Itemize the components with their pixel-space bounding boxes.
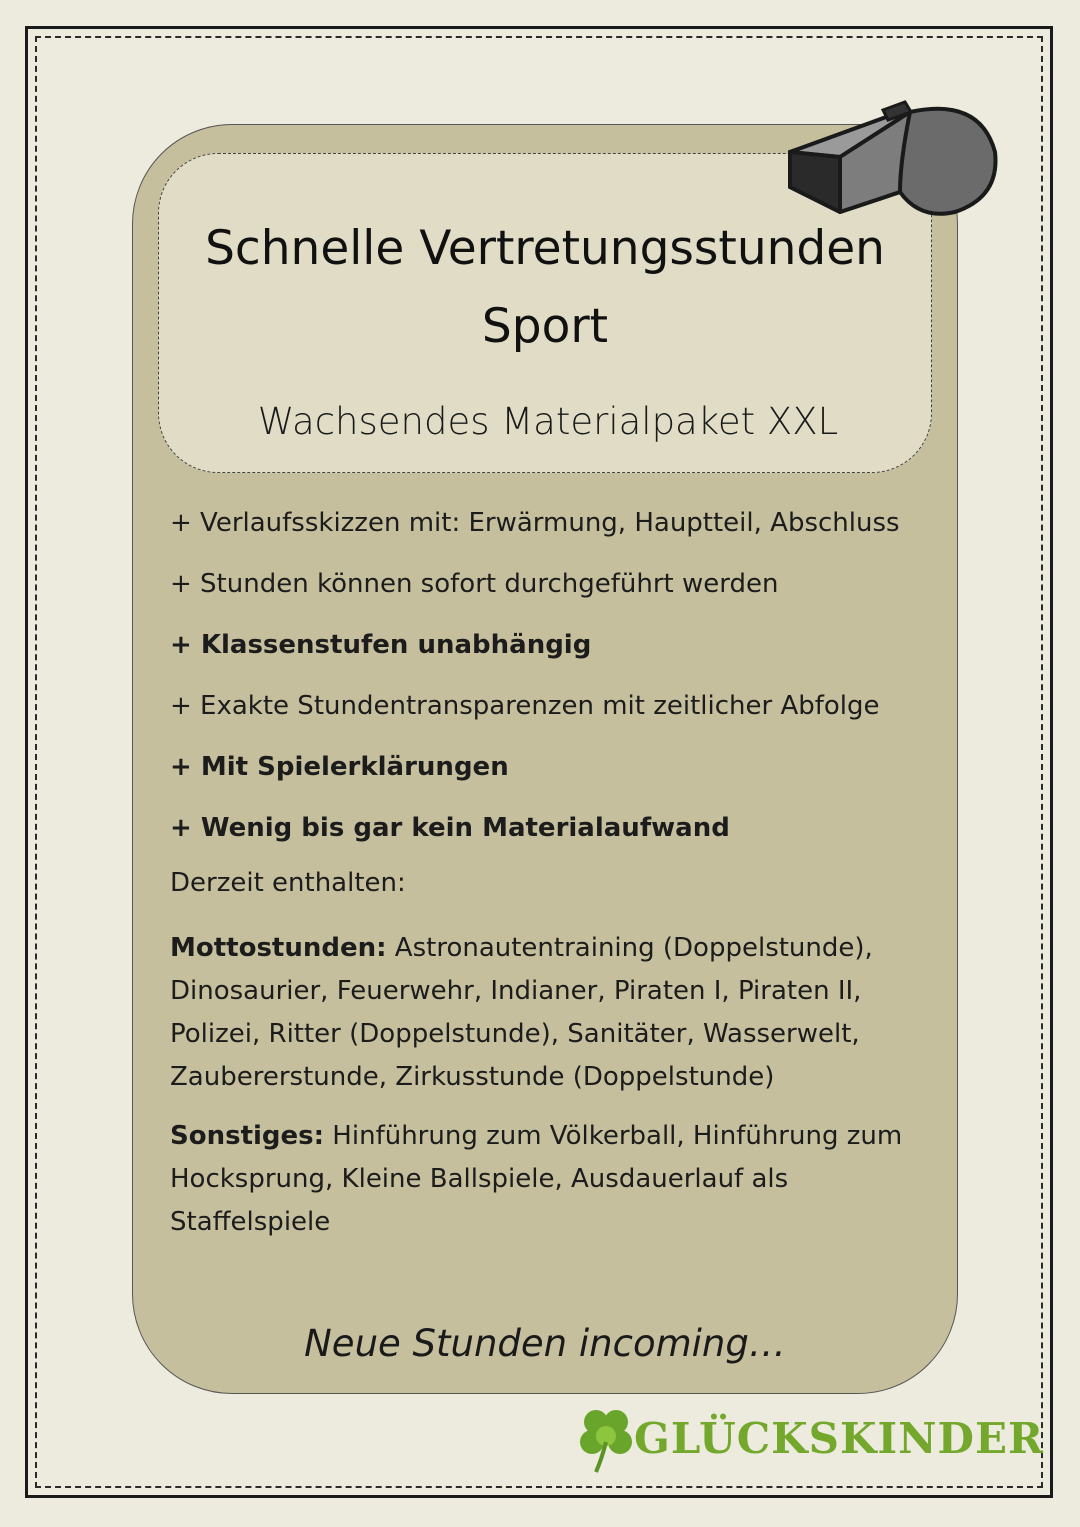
sonstiges-label: Sonstiges: [170,1121,325,1151]
subtitle: Wachsendes Materialpaket XXL [257,400,839,443]
page-title [158,210,932,366]
feature-item: + Wenig bis gar kein Materialaufwand [170,813,730,843]
motto-paragraph [170,927,940,1099]
logo-text: GLÜCKSKINDER [634,1414,1044,1463]
sonstiges-text: Hinführung zum Völkerball, Hinführung zum Hocksprung, Kleine Ballspiele, Ausdauerlauf als Staffelspiele [170,1121,903,1237]
contents-heading: Derzeit enthalten: [170,868,406,898]
footer-text: Neue Stunden incoming… [304,1322,786,1365]
feature-item: + Exakte Stundentransparenzen mit zeitlicher Abfolge [170,691,880,721]
title-line-2: Sport [481,299,609,354]
feature-list [170,503,940,869]
clover-icon [578,1406,634,1476]
feature-item: + Verlaufsskizzen mit: Erwärmung, Hauptteil, Abschluss [170,508,900,538]
feature-item: + Mit Spielerklärungen [170,752,509,782]
motto-text: Astronautentraining (Doppelstunde), Dinosaurier, Feuerwehr, Indianer, Piraten I, Piraten II, Polizei, Ritter (Doppelstunde), Sanitäter, Wasserwelt, Zaubererstunde, Zirkusstunde (Doppelstunde) [170,933,873,1092]
title-line-1: Schnelle Vertretungsstunden [205,221,885,276]
whistle-icon [780,82,1005,222]
motto-label: Mottostunden: [170,933,387,963]
feature-item: + Stunden können sofort durchgeführt werden [170,569,779,599]
feature-item: + Klassenstufen unabhängig [170,630,592,660]
sonstiges-paragraph [170,1115,940,1244]
brand-logo [578,1406,1044,1476]
